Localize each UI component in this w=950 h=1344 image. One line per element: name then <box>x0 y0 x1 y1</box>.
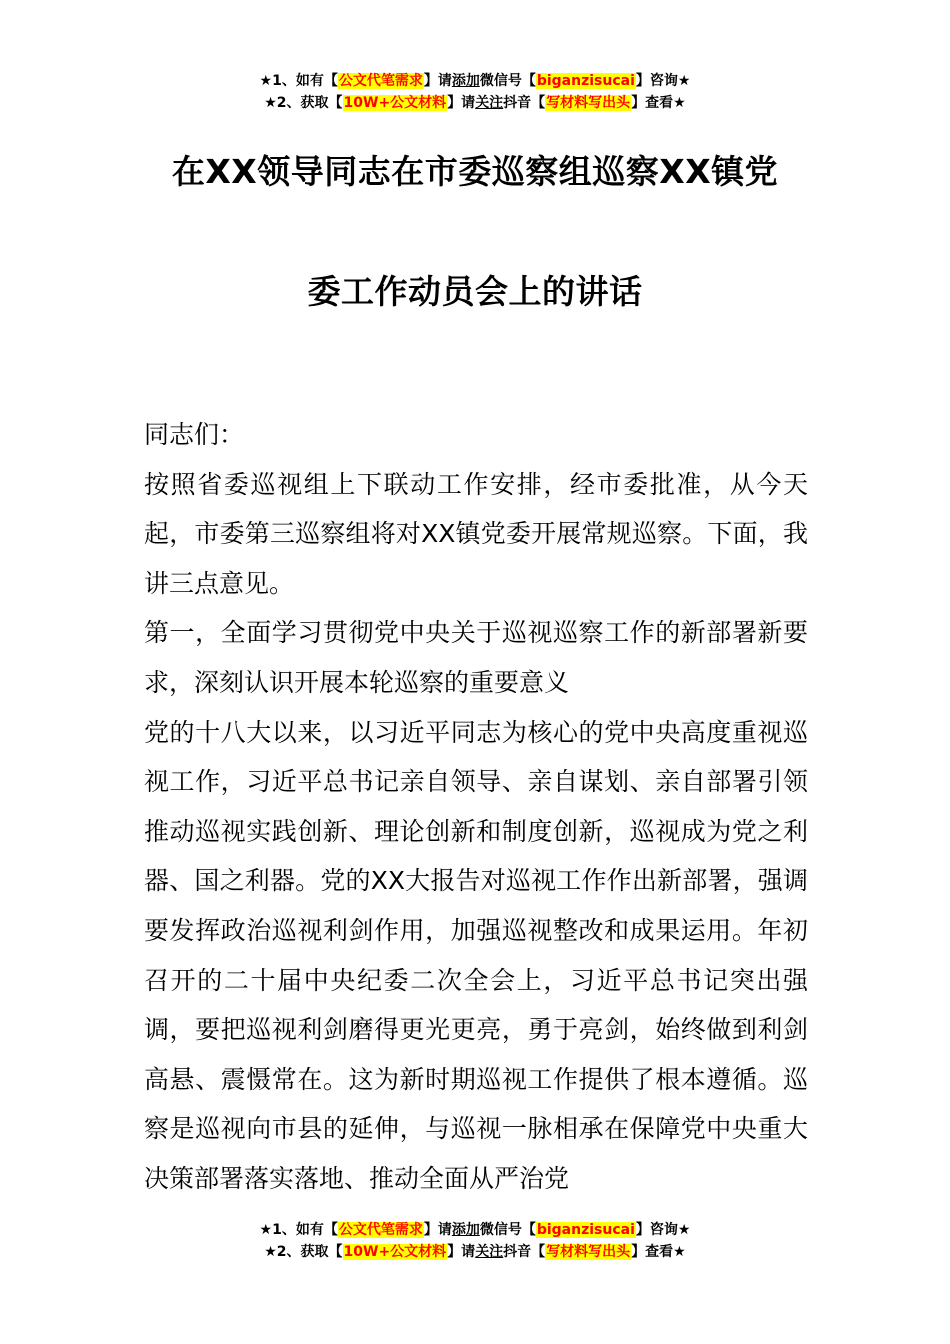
document-title-line-1: 在XX领导同志在市委巡察组巡察XX镇党 <box>171 152 779 191</box>
promo-text: 】请 <box>447 95 476 111</box>
promo-text: 】查看★ <box>631 1244 686 1260</box>
body-paragraph: 按照省委巡视组上下联动工作安排，经市委批准，从今天起，市委第三巡察组将对XX镇党委开展常规巡察。下面，我讲三点意见。 <box>144 469 808 598</box>
promo-emphasis: 添加 <box>451 73 480 89</box>
promo-text: ★1、如有【 <box>259 1222 338 1238</box>
promo-highlight-materials: 10W+公文材料 <box>343 95 447 111</box>
promo-emphasis: 添加 <box>451 1222 480 1238</box>
promo-text: 】咨询★ <box>635 1222 691 1238</box>
promo-text: 】查看★ <box>631 95 686 111</box>
document-body <box>144 410 808 1204</box>
promo-text: 】请 <box>423 73 452 89</box>
promo-highlight-service: 公文代笔需求 <box>338 73 423 89</box>
promo-text: 】请 <box>447 1244 476 1260</box>
header-promo-banner <box>0 70 950 114</box>
greeting: 同志们： <box>144 420 245 449</box>
promo-text: ★2、获取【 <box>264 95 343 111</box>
promo-highlight-materials: 10W+公文材料 <box>343 1244 447 1260</box>
promo-emphasis: 关注 <box>475 95 504 111</box>
promo-highlight-wechat-id: biganzisucai <box>536 73 635 89</box>
footer-promo-banner <box>0 1219 950 1263</box>
promo-text: 抖音【 <box>503 95 546 111</box>
promo-line-1 <box>0 70 950 92</box>
promo-text: 】咨询★ <box>635 73 691 89</box>
promo-line-1 <box>0 1219 950 1241</box>
promo-highlight-douyin-account: 写材料写出头 <box>546 1244 631 1260</box>
promo-line-2 <box>0 1241 950 1263</box>
promo-text: 抖音【 <box>503 1244 546 1260</box>
promo-highlight-service: 公文代笔需求 <box>338 1222 423 1238</box>
section-heading: 第一，全面学习贯彻党中央关于巡视巡察工作的新部署新要求，深刻认识开展本轮巡察的重要意义 <box>144 618 808 697</box>
promo-emphasis: 关注 <box>475 1244 504 1260</box>
promo-text: 】请 <box>423 1222 452 1238</box>
promo-text: 微信号【 <box>479 1222 536 1238</box>
promo-highlight-douyin-account: 写材料写出头 <box>546 95 631 111</box>
promo-line-2 <box>0 92 950 114</box>
promo-text: ★2、获取【 <box>264 1244 343 1260</box>
body-paragraph: 党的十八大以来，以习近平同志为核心的党中央高度重视巡视工作，习近平总书记亲自领导、亲自谋划、亲自部署引领推动巡视实践创新、理论创新和制度创新，巡视成为党之利器、国之利器。党的XX大报告对巡视工作作出新部署，强调要发挥政治巡视利剑作用，加强巡视整改和成果运用。年初召开的二十届中央纪委二次全会上，习近平总书记突出强调，要把巡视利剑磨得更光更亮，勇于亮剑，始终做到利剑高悬、震慑常在。这为新时期巡视工作提供了根本遵循。巡察是巡视向市县的延伸，与巡视一脉相承在保障党中央重大决策部署落实落地、推动全面从严治党 <box>144 717 808 1193</box>
promo-text: ★1、如有【 <box>259 73 338 89</box>
document-title-line-2: 委工作动员会上的讲话 <box>307 272 643 311</box>
promo-highlight-wechat-id: biganzisucai <box>536 1222 635 1238</box>
promo-text: 微信号【 <box>479 73 536 89</box>
